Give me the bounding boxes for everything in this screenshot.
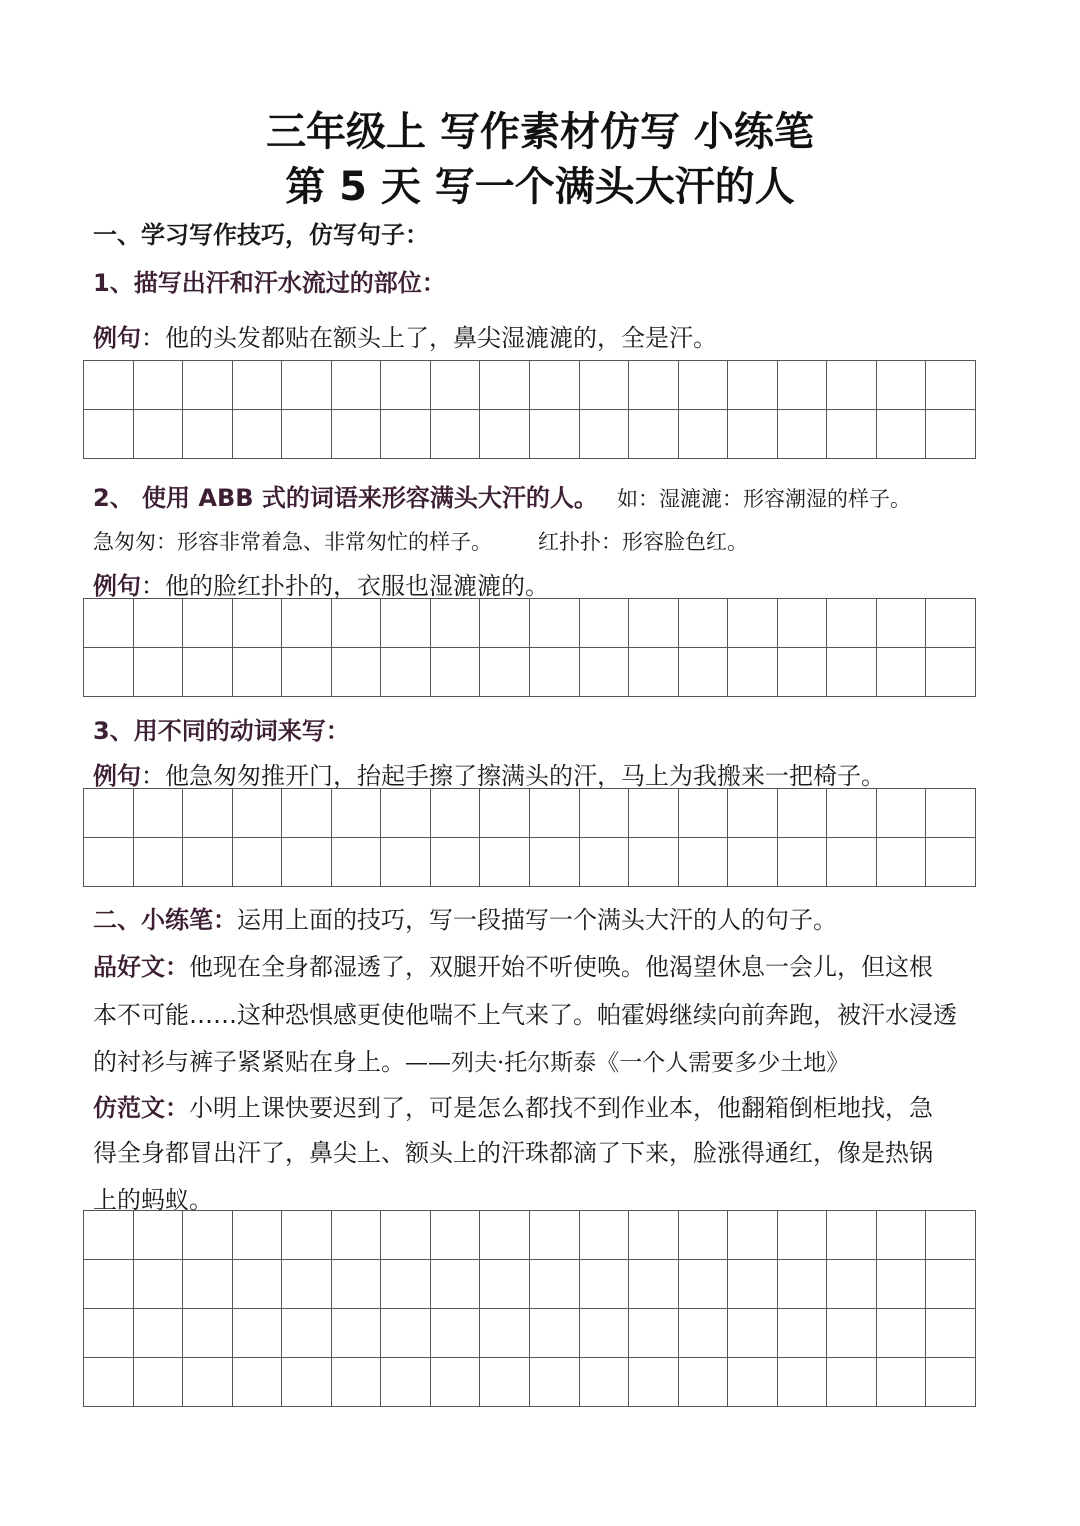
grid-cell[interactable] — [282, 1358, 332, 1407]
grid-cell[interactable] — [381, 838, 431, 887]
grid-cell[interactable] — [381, 410, 431, 459]
grid-cell[interactable] — [728, 1260, 778, 1309]
grid-cell[interactable] — [877, 599, 927, 648]
grid-cell[interactable] — [233, 599, 283, 648]
grid-cell[interactable] — [183, 789, 233, 838]
grid-cell[interactable] — [629, 410, 679, 459]
grid-cell[interactable] — [183, 1358, 233, 1407]
example-label: 例句 — [93, 762, 141, 790]
item2-note1: 如：湿漉漉：形容潮湿的样子。 — [617, 487, 912, 511]
grid-cell[interactable] — [84, 1211, 134, 1260]
grid-cell[interactable] — [431, 361, 481, 410]
page-title-line2: 第 5 天 写一个满头大汗的人 — [285, 164, 795, 210]
model-text-line1 — [93, 1088, 933, 1123]
grid-cell[interactable] — [728, 1309, 778, 1358]
grid-cell[interactable] — [134, 1309, 184, 1358]
grid-cell[interactable] — [827, 410, 877, 459]
grid-cell[interactable] — [134, 838, 184, 887]
grid-cell[interactable] — [629, 1211, 679, 1260]
grid-cell[interactable] — [480, 1358, 530, 1407]
grid-cell[interactable] — [679, 648, 729, 697]
grid-cell[interactable] — [728, 789, 778, 838]
example-text: ：他的脸红扑扑的，衣服也湿漉漉的。 — [141, 572, 549, 600]
grid-cell[interactable] — [282, 838, 332, 887]
grid-cell[interactable] — [679, 361, 729, 410]
grid-cell[interactable] — [282, 361, 332, 410]
grid-cell[interactable] — [926, 1260, 976, 1309]
grid-cell[interactable] — [679, 789, 729, 838]
grid-cell[interactable] — [183, 838, 233, 887]
grid-cell[interactable] — [778, 648, 828, 697]
grid-cell[interactable] — [480, 599, 530, 648]
grid-cell[interactable] — [431, 1211, 481, 1260]
writing-grid-1[interactable] — [83, 360, 976, 459]
grid-cell[interactable] — [778, 410, 828, 459]
grid-cell[interactable] — [877, 1309, 927, 1358]
grid-cell[interactable] — [233, 361, 283, 410]
grid-cell[interactable] — [926, 838, 976, 887]
grid-cell[interactable] — [827, 361, 877, 410]
grid-cell[interactable] — [778, 1260, 828, 1309]
grid-cell[interactable] — [480, 410, 530, 459]
grid-cell[interactable] — [480, 648, 530, 697]
grid-cell[interactable] — [827, 1358, 877, 1407]
grid-cell[interactable] — [679, 1358, 729, 1407]
grid-cell[interactable] — [778, 599, 828, 648]
writing-grid-4[interactable] — [83, 1210, 976, 1407]
grid-cell[interactable] — [381, 599, 431, 648]
grid-cell[interactable] — [580, 1309, 630, 1358]
grid-cell[interactable] — [84, 1358, 134, 1407]
grid-cell[interactable] — [629, 789, 679, 838]
grid-cell[interactable] — [827, 1211, 877, 1260]
grid-cell[interactable] — [530, 410, 580, 459]
grid-cell[interactable] — [877, 1211, 927, 1260]
grid-cell[interactable] — [778, 1358, 828, 1407]
grid-cell[interactable] — [381, 1309, 431, 1358]
grid-cell[interactable] — [778, 789, 828, 838]
grid-cell[interactable] — [679, 599, 729, 648]
grid-cell[interactable] — [480, 1211, 530, 1260]
grid-cell[interactable] — [183, 1260, 233, 1309]
grid-cell[interactable] — [183, 410, 233, 459]
grid-cell[interactable] — [877, 838, 927, 887]
grid-cell[interactable] — [431, 838, 481, 887]
grid-cell[interactable] — [629, 599, 679, 648]
grid-cell[interactable] — [530, 648, 580, 697]
grid-cell[interactable] — [480, 1309, 530, 1358]
grid-cell[interactable] — [728, 599, 778, 648]
grid-cell[interactable] — [431, 410, 481, 459]
grid-cell[interactable] — [332, 789, 382, 838]
grid-cell[interactable] — [629, 1358, 679, 1407]
grid-cell[interactable] — [530, 838, 580, 887]
grid-cell[interactable] — [332, 1211, 382, 1260]
part2-heading: 二、小练笔： — [93, 906, 237, 934]
example-text: ：他的头发都贴在额头上了，鼻尖湿漉漉的，全是汗。 — [141, 324, 717, 352]
grid-cell[interactable] — [926, 789, 976, 838]
grid-cell[interactable] — [580, 361, 630, 410]
grid-cell[interactable] — [530, 1309, 580, 1358]
grid-cell[interactable] — [332, 599, 382, 648]
grid-cell[interactable] — [332, 648, 382, 697]
grid-cell[interactable] — [778, 838, 828, 887]
grid-cell[interactable] — [530, 789, 580, 838]
grid-cell[interactable] — [183, 1211, 233, 1260]
grid-cell[interactable] — [183, 361, 233, 410]
grid-cell[interactable] — [431, 1358, 481, 1407]
good-text-line3 — [93, 1042, 849, 1077]
grid-cell[interactable] — [926, 1211, 976, 1260]
part2-heading-text: 运用上面的技巧，写一段描写一个满头大汗的人的句子。 — [237, 906, 837, 934]
grid-cell[interactable] — [134, 361, 184, 410]
grid-cell[interactable] — [134, 1358, 184, 1407]
grid-cell[interactable] — [530, 1358, 580, 1407]
grid-cell[interactable] — [728, 410, 778, 459]
grid-cell[interactable] — [431, 648, 481, 697]
grid-cell[interactable] — [480, 361, 530, 410]
grid-cell[interactable] — [728, 1211, 778, 1260]
grid-cell[interactable] — [679, 410, 729, 459]
grid-cell[interactable] — [134, 789, 184, 838]
item3-example — [93, 756, 885, 791]
part2-heading-line — [93, 900, 837, 935]
item1-heading: 1、描写出汗和汗水流过的部位： — [93, 269, 446, 297]
grid-cell[interactable] — [580, 1260, 630, 1309]
grid-cell[interactable] — [233, 1211, 283, 1260]
grid-cell[interactable] — [183, 599, 233, 648]
grid-cell[interactable] — [332, 838, 382, 887]
grid-cell[interactable] — [233, 789, 283, 838]
grid-cell[interactable] — [233, 1358, 283, 1407]
item2-heading: 2、 使用 ABB 式的词语来形容满头大汗的人。 — [93, 484, 598, 512]
grid-cell[interactable] — [332, 361, 382, 410]
grid-cell[interactable] — [530, 599, 580, 648]
grid-cell[interactable] — [134, 599, 184, 648]
grid-cell[interactable] — [381, 1211, 431, 1260]
grid-cell[interactable] — [233, 648, 283, 697]
grid-cell[interactable] — [282, 789, 332, 838]
grid-cell[interactable] — [84, 1309, 134, 1358]
grid-cell[interactable] — [431, 599, 481, 648]
grid-cell[interactable] — [134, 410, 184, 459]
grid-cell[interactable] — [134, 648, 184, 697]
grid-cell[interactable] — [84, 599, 134, 648]
grid-cell[interactable] — [778, 361, 828, 410]
grid-cell[interactable] — [183, 1309, 233, 1358]
grid-cell[interactable] — [580, 789, 630, 838]
grid-cell[interactable] — [431, 789, 481, 838]
good-text-content: 他现在全身都湿透了，双腿开始不听使唤。他渴望休息一会儿，但这根 — [189, 953, 933, 981]
grid-cell[interactable] — [728, 838, 778, 887]
grid-cell[interactable] — [580, 1358, 630, 1407]
grid-cell[interactable] — [580, 838, 630, 887]
grid-cell[interactable] — [134, 1260, 184, 1309]
grid-cell[interactable] — [183, 648, 233, 697]
grid-cell[interactable] — [629, 1260, 679, 1309]
grid-cell[interactable] — [926, 648, 976, 697]
grid-cell[interactable] — [381, 1358, 431, 1407]
grid-cell[interactable] — [827, 838, 877, 887]
grid-cell[interactable] — [282, 648, 332, 697]
grid-cell[interactable] — [629, 838, 679, 887]
grid-cell[interactable] — [84, 410, 134, 459]
grid-cell[interactable] — [282, 1309, 332, 1358]
example-text: ：他急匆匆推开门，抬起手擦了擦满头的汗，马上为我搬来一把椅子。 — [141, 762, 885, 790]
good-text-line1 — [93, 947, 933, 982]
grid-cell[interactable] — [679, 1211, 729, 1260]
good-text-label: 品好文： — [93, 953, 189, 981]
grid-cell[interactable] — [877, 410, 927, 459]
grid-cell[interactable] — [580, 599, 630, 648]
grid-cell[interactable] — [530, 361, 580, 410]
grid-cell[interactable] — [480, 789, 530, 838]
grid-cell[interactable] — [728, 1358, 778, 1407]
grid-cell[interactable] — [84, 1260, 134, 1309]
grid-cell[interactable] — [282, 599, 332, 648]
grid-cell[interactable] — [778, 1309, 828, 1358]
grid-cell[interactable] — [84, 648, 134, 697]
grid-cell[interactable] — [926, 599, 976, 648]
item2-heading-line — [93, 478, 911, 513]
model-text-line2: 得全身都冒出汗了，鼻尖上、额头上的汗珠都滴了下来，脸涨得通红，像是热锅 — [93, 1139, 933, 1167]
grid-cell[interactable] — [84, 789, 134, 838]
good-text-line2: 本不可能……这种恐惧感更使他喘不上气来了。帕霍姆继续向前奔跑，被汗水浸透 — [93, 1001, 957, 1029]
example-label: 例句 — [93, 324, 141, 352]
example-label: 例句 — [93, 572, 141, 600]
grid-cell[interactable] — [629, 648, 679, 697]
grid-cell[interactable] — [332, 410, 382, 459]
grid-cell[interactable] — [877, 648, 927, 697]
good-text-content: 的衬衫与裤子紧紧贴在身上。 — [93, 1048, 405, 1076]
grid-cell[interactable] — [926, 1358, 976, 1407]
grid-cell[interactable] — [827, 599, 877, 648]
grid-cell[interactable] — [381, 1260, 431, 1309]
grid-cell[interactable] — [282, 410, 332, 459]
item2-note3: 红扑扑：形容脸色红。 — [538, 530, 748, 554]
grid-cell[interactable] — [282, 1260, 332, 1309]
grid-cell[interactable] — [480, 838, 530, 887]
grid-cell[interactable] — [381, 789, 431, 838]
grid-cell[interactable] — [877, 1358, 927, 1407]
writing-grid-3[interactable] — [83, 788, 976, 887]
grid-cell[interactable] — [480, 1260, 530, 1309]
grid-cell[interactable] — [629, 361, 679, 410]
grid-cell[interactable] — [827, 1309, 877, 1358]
item2-note2: 急匆匆：形容非常着急、非常匆忙的样子。 — [93, 530, 492, 554]
grid-cell[interactable] — [778, 1211, 828, 1260]
grid-cell[interactable] — [877, 361, 927, 410]
grid-cell[interactable] — [926, 1309, 976, 1358]
grid-cell[interactable] — [827, 1260, 877, 1309]
grid-cell[interactable] — [629, 1309, 679, 1358]
grid-cell[interactable] — [84, 361, 134, 410]
grid-cell[interactable] — [381, 361, 431, 410]
item3-heading: 3、用不同的动词来写： — [93, 717, 350, 745]
grid-cell[interactable] — [679, 1260, 729, 1309]
grid-cell[interactable] — [827, 648, 877, 697]
part1-heading: 一、学习写作技巧，仿写句子： — [93, 221, 429, 249]
grid-cell[interactable] — [877, 789, 927, 838]
grid-cell[interactable] — [233, 1309, 283, 1358]
grid-cell[interactable] — [728, 648, 778, 697]
model-text-line3: 上的蚂蚁。 — [93, 1186, 213, 1214]
grid-cell[interactable] — [926, 361, 976, 410]
grid-cell[interactable] — [431, 1260, 481, 1309]
grid-cell[interactable] — [332, 1309, 382, 1358]
grid-cell[interactable] — [580, 1211, 630, 1260]
model-text-label: 仿范文： — [93, 1094, 189, 1122]
page-title-line1: 三年级上 写作素材仿写 小练笔 — [266, 109, 814, 155]
grid-cell[interactable] — [530, 1260, 580, 1309]
grid-cell[interactable] — [84, 838, 134, 887]
good-text-source: ——列夫·托尔斯泰《一个人需要多少土地》 — [405, 1050, 850, 1076]
grid-cell[interactable] — [332, 1358, 382, 1407]
grid-cell[interactable] — [134, 1211, 184, 1260]
writing-grid-2[interactable] — [83, 598, 976, 697]
grid-cell[interactable] — [679, 838, 729, 887]
grid-cell[interactable] — [332, 1260, 382, 1309]
grid-cell[interactable] — [233, 1260, 283, 1309]
item1-example — [93, 318, 717, 353]
grid-cell[interactable] — [431, 1309, 481, 1358]
grid-cell[interactable] — [381, 648, 431, 697]
grid-cell[interactable] — [580, 648, 630, 697]
model-text-content: 小明上课快要迟到了，可是怎么都找不到作业本，他翻箱倒柜地找，急 — [189, 1094, 933, 1122]
grid-cell[interactable] — [282, 1211, 332, 1260]
grid-cell[interactable] — [827, 789, 877, 838]
grid-cell[interactable] — [530, 1211, 580, 1260]
grid-cell[interactable] — [926, 410, 976, 459]
grid-cell[interactable] — [233, 838, 283, 887]
grid-cell[interactable] — [580, 410, 630, 459]
grid-cell[interactable] — [233, 410, 283, 459]
grid-cell[interactable] — [877, 1260, 927, 1309]
grid-cell[interactable] — [679, 1309, 729, 1358]
item2-example — [93, 566, 549, 601]
grid-cell[interactable] — [728, 361, 778, 410]
